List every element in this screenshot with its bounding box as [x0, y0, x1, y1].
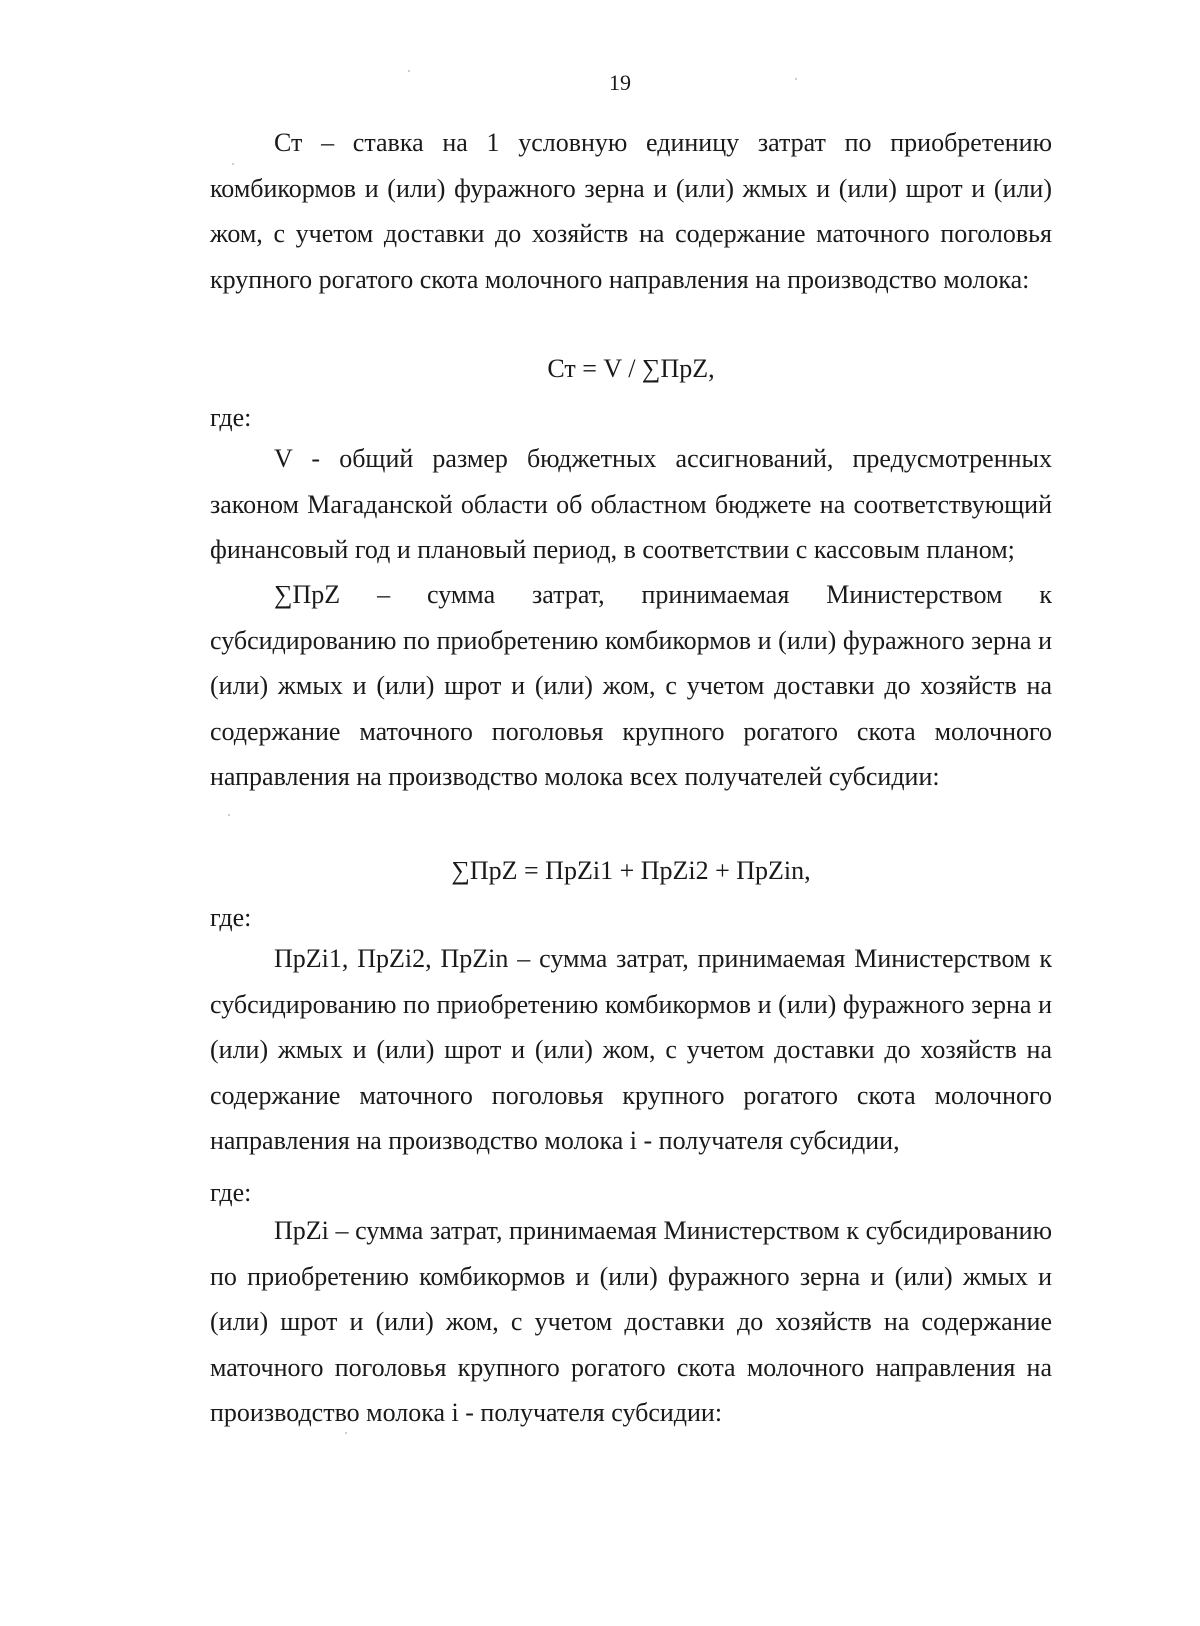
- where-label: где:: [210, 903, 252, 932]
- paragraph-przi-definition: ПрZi – сумма затрат, принимаемая Министерством к субсидированию по приобретению комбикормов и (или) фуражного зерна и (или) жмых и (или) шрот и (или) жом, с учетом доставки до хозяйств на содержание маточного поголовья крупного рогатого скота молочного направления на производство молока i - получателя субсидии:: [210, 1216, 1052, 1428]
- formula-sum-prz: ∑ПрZ = ПрZi1 + ПрZi2 + ПрZin,: [451, 856, 811, 885]
- scan-speck: [228, 814, 230, 816]
- scan-speck: [795, 78, 797, 80]
- paragraph-v-definition: V - общий размер бюджетных ассигнований, предусмотренных законом Магаданской области об областном бюджете на соответствующий финансовый год и плановый период, в соответствии с кассовым планом;: [210, 444, 1052, 565]
- scan-speck: [345, 1432, 347, 1434]
- scan-speck: [232, 163, 234, 165]
- formula-st: Ст = V / ∑ПрZ,: [547, 354, 715, 383]
- scan-speck: [408, 70, 410, 72]
- where-label: где:: [210, 1178, 252, 1207]
- paragraph-st-definition: Ст – ставка на 1 условную единицу затрат по приобретению комбикормов и (или) фуражного зерна и (или) жмых и (или) шрот и (или) жом, с учетом доставки до хозяйств на содержание маточного поголовья крупного рогатого скота молочного направления на производство молока:: [210, 128, 1052, 294]
- paragraph-sum-prz-definition: ∑ПрZ – сумма затрат, принимаемая Министерством к субсидированию по приобретению комбикормов и (или) фуражного зерна и (или) жмых и (или) шрот и (или) жом, с учетом доставки до хозяйств на содержание маточного поголовья крупного рогатого скота молочного направления на производство молока всех получателей субсидии:: [210, 580, 1052, 792]
- paragraph-przi-list-definition: ПрZi1, ПрZi2, ПрZin – сумма затрат, принимаемая Министерством к субсидированию по приобретению комбикормов и (или) фуражного зерна и (или) жмых и (или) шрот и (или) жом, с учетом доставки до хозяйств на содержание маточного поголовья крупного рогатого скота молочного направления на производство молока i - получателя субсидии,: [210, 944, 1052, 1156]
- page-number: 19: [609, 70, 631, 95]
- where-label: где:: [210, 403, 252, 432]
